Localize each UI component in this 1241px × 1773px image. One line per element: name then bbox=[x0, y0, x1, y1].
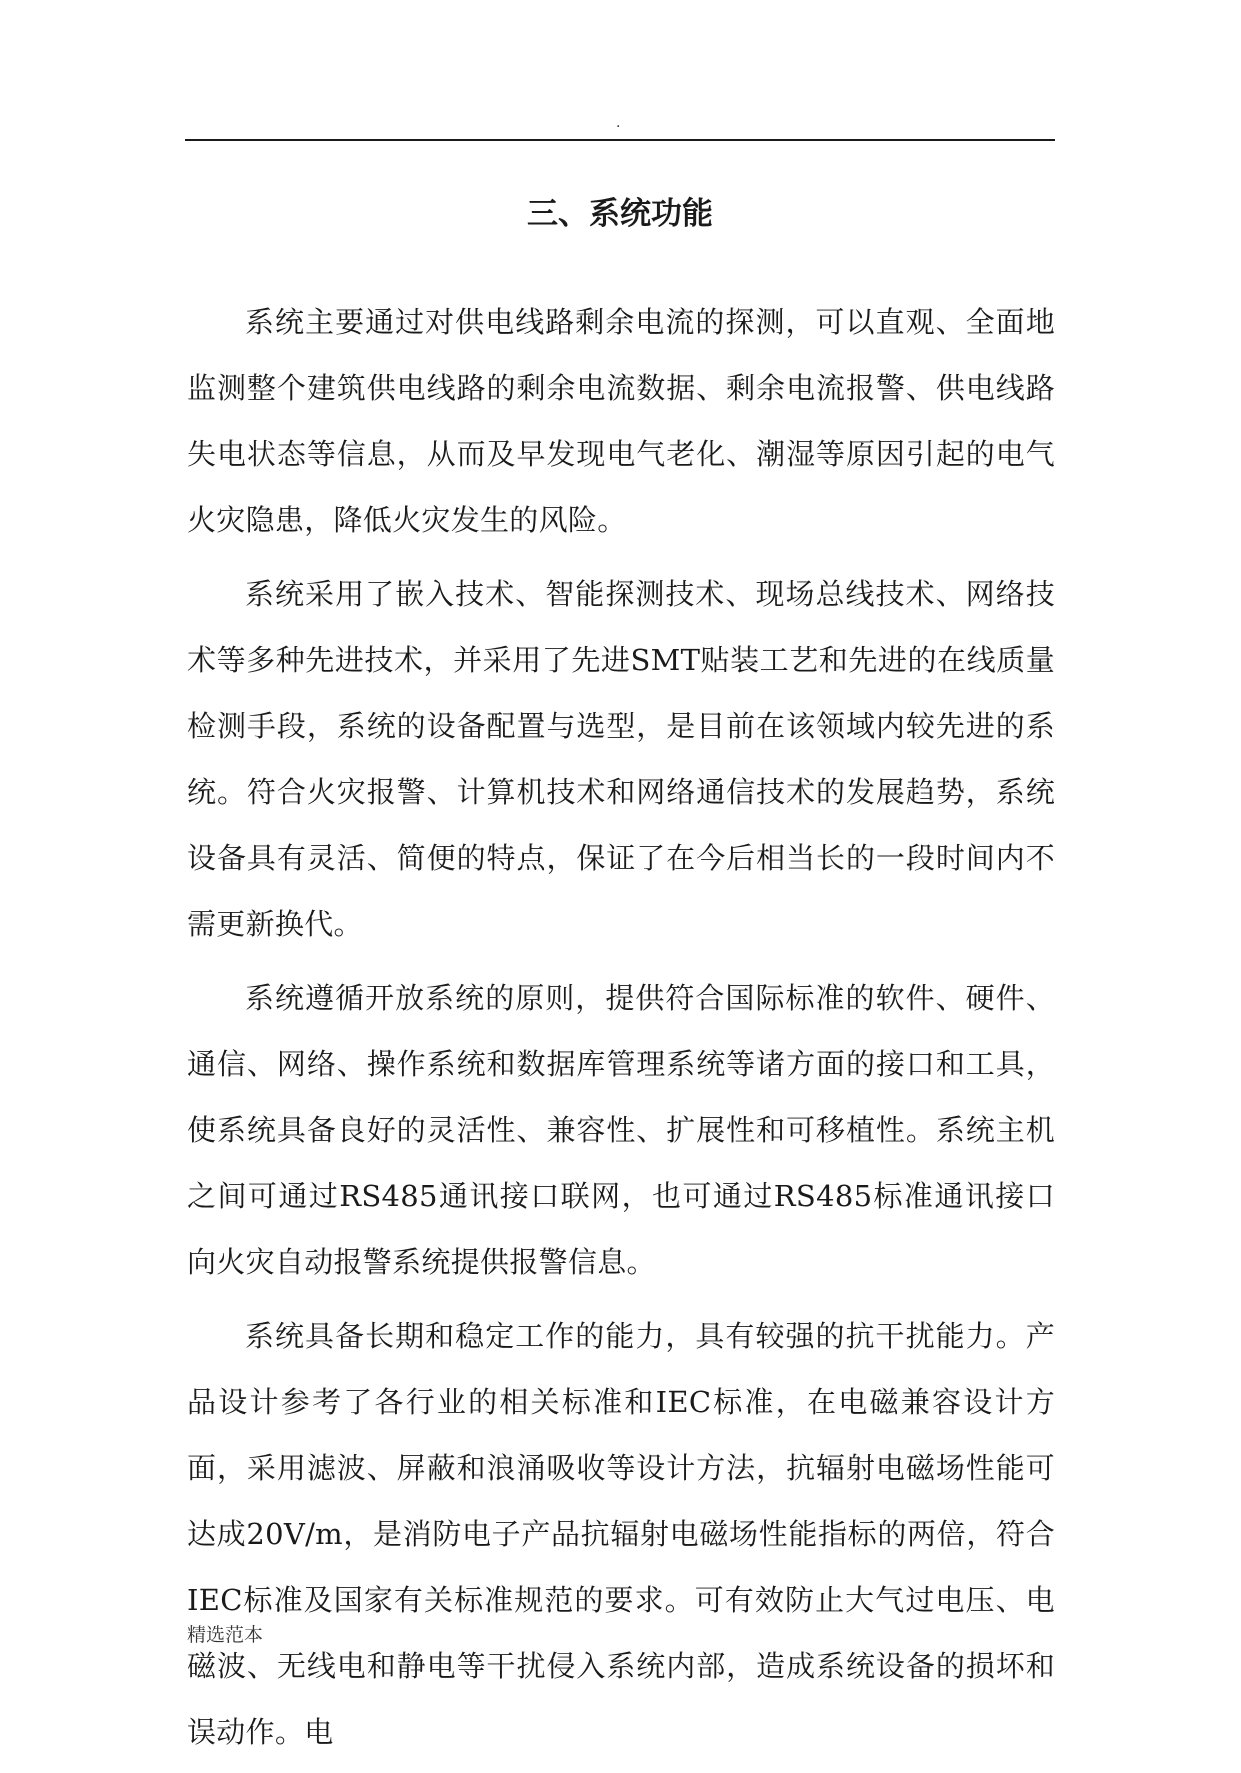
body-text bbox=[187, 289, 1055, 1773]
paragraph: 系统采用了嵌入技术、智能探测技术、现场总线技术、网络技术等多种先进技术，并采用了先进SMT贴装工艺和先进的在线质量检测手段，系统的设备配置与选型，是目前在该领域内较先进的系统。符合火灾报警、计算机技术和网络通信技术的发展趋势，系统设备具有灵活、简便的特点，保证了在今后相当长的一段时间内不需更新换代。 bbox=[187, 577, 1055, 941]
header-mark: . bbox=[616, 115, 621, 131]
paragraph: 系统具备长期和稳定工作的能力，具有较强的抗干扰能力。产品设计参考了各行业的相关标准和IEC标准，在电磁兼容设计方面，采用滤波、屏蔽和浪涌吸收等设计方法，抗辐射电磁场性能可达成20V/m，是消防电子产品抗辐射电磁场性能指标的两倍，符合IEC标准及国家有关标准规范的要求。可有效防止大气过电压、电磁波、无线电和静电等干扰侵入系统内部，造成系统设备的损坏和误动作。电 bbox=[187, 1319, 1055, 1749]
footer-note: 精选范本 bbox=[187, 1624, 264, 1646]
paragraph: 系统主要通过对供电线路剩余电流的探测，可以直观、全面地监测整个建筑供电线路的剩余电流数据、剩余电流报警、供电线路失电状态等信息，从而及早发现电气老化、潮湿等原因引起的电气火灾隐患，降低火灾发生的风险。 bbox=[187, 305, 1055, 537]
paragraph: 系统遵循开放系统的原则，提供符合国际标准的软件、硬件、通信、网络、操作系统和数据库管理系统等诸方面的接口和工具，使系统具备良好的灵活性、兼容性、扩展性和可移植性。系统主机之间可通过RS485通讯接口联网，也可通过RS485标准通讯接口向火灾自动报警系统提供报警信息。 bbox=[187, 981, 1055, 1279]
header-rule bbox=[185, 139, 1055, 141]
page-title: 三、系统功能 bbox=[527, 196, 713, 232]
